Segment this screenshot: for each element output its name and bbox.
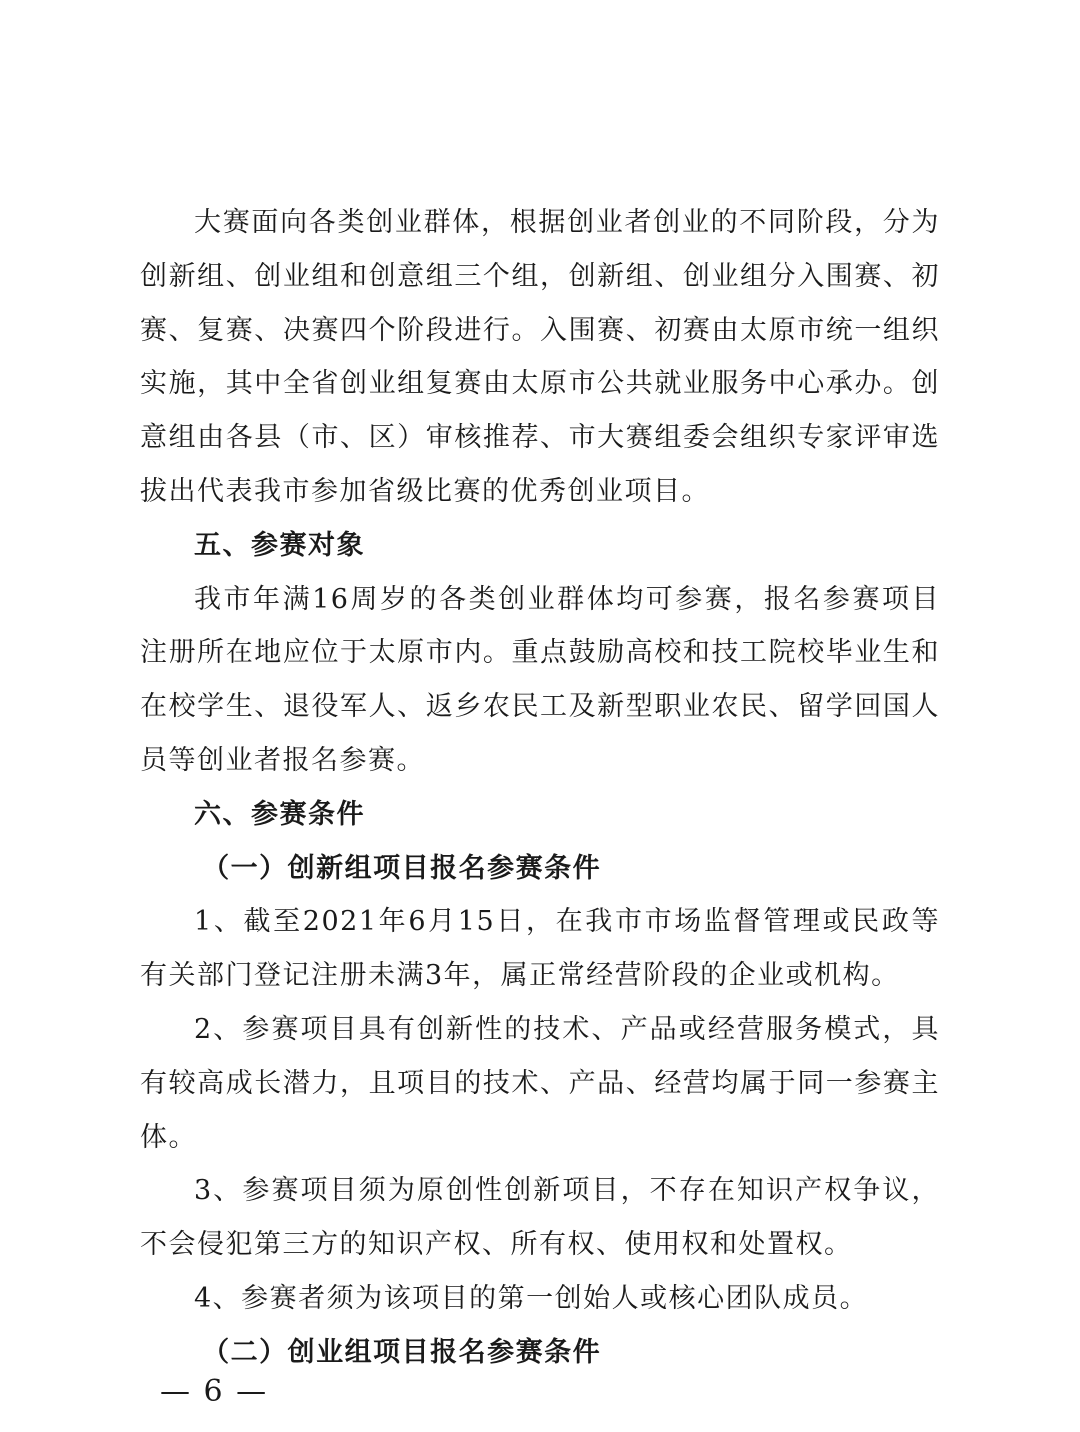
subheading-startup-group: （二）创业组项目报名参赛条件 xyxy=(202,1336,602,1368)
condition-item-1: 1、截至2021年6月15日，在我市市场监督管理或民政等有关部门登记注册未满3年，属正常经营阶段的企业或机构。 xyxy=(140,906,940,992)
document-body xyxy=(140,196,940,1380)
paragraph-participants: 我市年满16周岁的各类创业群体均可参赛，报名参赛项目注册所在地应位于太原市内。重点鼓励高校和技工院校毕业生和在校学生、退役军人、返乡农民工及新型职业农民、留学回国人员等创业者报名参赛。 xyxy=(140,583,940,776)
condition-item-2: 2、参赛项目具有创新性的技术、产品或经营服务模式，具有较高成长潜力，且项目的技术、产品、经营均属于同一参赛主体。 xyxy=(140,1013,940,1153)
subheading-innovation-group: （一）创新组项目报名参赛条件 xyxy=(202,852,602,884)
page-number: — 6 — xyxy=(160,1374,269,1409)
section-heading-participants: 五、参赛对象 xyxy=(194,529,365,561)
condition-item-4: 4、参赛者须为该项目的第一创始人或核心团队成员。 xyxy=(194,1282,869,1314)
condition-item-3: 3、参赛项目须为原创性创新项目，不存在知识产权争议，不会侵犯第三方的知识产权、所有权、使用权和处置权。 xyxy=(140,1175,940,1261)
section-heading-conditions: 六、参赛条件 xyxy=(194,798,365,830)
paragraph-competition-structure: 大赛面向各类创业群体，根据创业者创业的不同阶段，分为创新组、创业组和创意组三个组，创新组、创业组分入围赛、初赛、复赛、决赛四个阶段进行。入围赛、初赛由太原市统一组织实施，其中全省创业组复赛由太原市公共就业服务中心承办。创意组由各县（市、区）审核推荐、市大赛组委会组织专家评审选拔出代表我市参加省级比赛的优秀创业项目。 xyxy=(140,207,940,507)
